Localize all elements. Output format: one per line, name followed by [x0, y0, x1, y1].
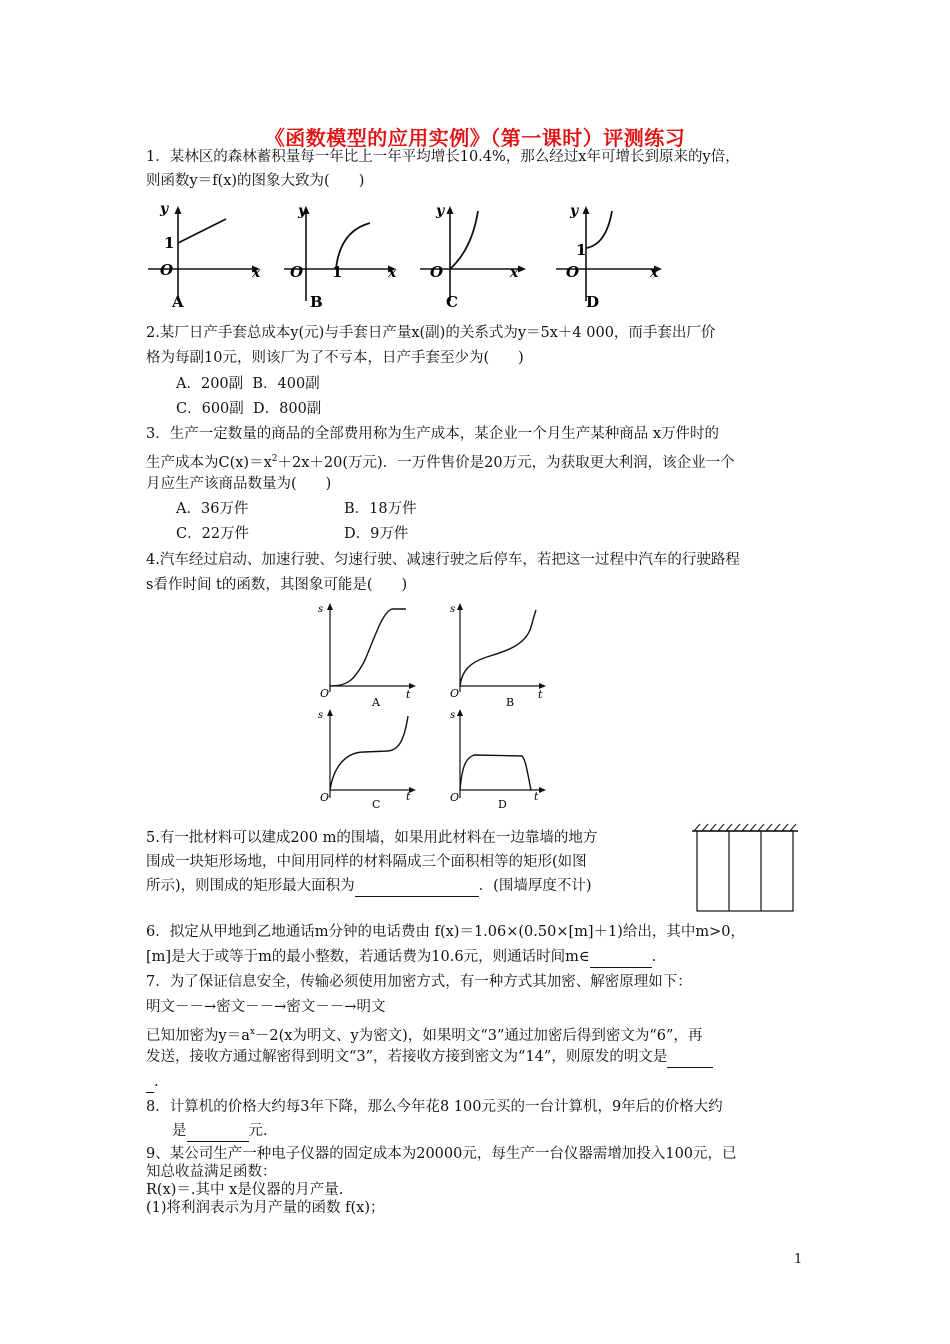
q7-line-4-a: 发送，接收方通过解密得到明文“3”，若接收方接到密文为“14”，则原发的明文是	[146, 1049, 668, 1065]
q6-line-1: 6．拟定从甲地到乙地通话m分钟的电话费由 f(x)＝1.06×(0.50×[m]＋1)给出，其中m>0，	[146, 924, 746, 940]
q1b-mark: 1	[332, 263, 343, 281]
q4-line-1: 4.汽车经过启动、加速行驶、匀速行驶、减速行驶之后停车，若把这一过程中汽车的行驶路程	[146, 552, 740, 568]
q1b-y-label: y	[298, 203, 307, 219]
q4d-label: D	[498, 798, 507, 811]
q1b-origin: O	[290, 263, 304, 281]
q3-option-d: D．9万件	[344, 526, 409, 542]
q7-answer-blank-cont[interactable]	[146, 1072, 154, 1093]
q4-graph-c	[318, 706, 422, 812]
page-number: 1	[794, 1252, 803, 1267]
q9-line-2: 知总收益满足函数：	[146, 1164, 277, 1180]
q8-answer-blank[interactable]	[187, 1121, 249, 1142]
q6-line-2-b: .	[651, 949, 657, 965]
q9-line-3: R(x)＝.其中 x是仪器的月产量.	[146, 1182, 344, 1198]
q1d-origin: O	[566, 263, 580, 281]
q2-options-row-2	[176, 399, 321, 419]
q1a-x-label: x	[252, 265, 261, 281]
q8-line-2-b: 元.	[248, 1123, 268, 1139]
q4d-origin: O	[450, 791, 460, 804]
q3-option-b: B．18万件	[344, 501, 417, 517]
q4b-label: B	[506, 696, 515, 709]
q1-graph-c	[420, 203, 540, 311]
q3-line-2-b: ＋2x＋20(万元)．一万件售价是20万元，为获取更大利润，该企业一个	[277, 454, 735, 471]
q6-answer-blank[interactable]	[590, 947, 652, 968]
q8-line-1: 8．计算机的价格大约每3年下降，那么今年花8 100元买的一台计算机，9年后的价格大约	[146, 1099, 723, 1115]
q4-graph-b	[450, 600, 554, 709]
q4b-y-label: s	[450, 604, 456, 615]
q1-line-2: 则函数y＝f(x)的图象大致为( )	[146, 173, 365, 189]
q4-graph-d	[450, 706, 554, 812]
q7-line-1: 7．为了保证信息安全，传输必须使用加密方式，有一种方式其加密、解密原理如下：	[146, 974, 692, 990]
q3-options-row-2	[176, 524, 576, 544]
q4d-x-label: t	[534, 790, 539, 803]
q7-line-3-a: 已知加密为y＝a	[146, 1027, 250, 1044]
q4c-x-label: t	[406, 790, 411, 803]
q1-graph-d	[556, 203, 676, 311]
q9-line-1: 9、某公司生产一种电子仪器的固定成本为20000元，每生产一台仪器需增加投入100元，已	[146, 1146, 737, 1162]
q4a-x-label: t	[406, 688, 411, 701]
q1a-origin: O	[160, 261, 174, 279]
q5-line-3	[146, 876, 591, 897]
q9-line-4: (1)将利润表示为月产量的函数 f(x)；	[146, 1200, 385, 1216]
q3-option-c: C．22万件	[176, 526, 250, 542]
q4a-y-label: s	[318, 604, 324, 615]
q1d-x-label: x	[650, 265, 659, 281]
q7-line-5-end: .	[154, 1074, 159, 1090]
q2-option-d: D．800副	[253, 401, 322, 417]
q7-exponent: x	[249, 1027, 255, 1037]
q7-line-3-b: －2(x为明文、y为密文)，如果明文“3”通过加密后得到密文为“6”，再	[254, 1027, 703, 1044]
q1d-y-label: y	[570, 203, 579, 219]
q1a-label: A	[172, 293, 184, 311]
q7-answer-blank[interactable]	[667, 1047, 713, 1068]
q7-line-3	[146, 1022, 702, 1046]
q1a-y-label: y	[160, 201, 169, 217]
q3-line-1: 3．生产一定数量的商品的全部费用称为生产成本，某企业一个月生产某种商品 x万件时的	[146, 426, 720, 442]
q8-line-2-a: 是	[172, 1123, 187, 1139]
q4a-origin: O	[320, 687, 330, 700]
q1c-origin: O	[430, 263, 444, 281]
q4c-y-label: s	[318, 710, 324, 721]
q3-line-2	[146, 449, 735, 473]
q3-options-row-1	[176, 499, 576, 519]
q2-option-b: B．400副	[252, 376, 320, 392]
q2-option-a: A．200副	[176, 376, 244, 392]
q7-line-5	[146, 1072, 159, 1093]
q3-option-a: A．36万件	[176, 501, 249, 517]
q1c-label: C	[446, 293, 458, 311]
q2-options-row-1	[176, 374, 320, 394]
q4-line-2: s看作时间 t的函数，其图象可能是( )	[146, 577, 408, 593]
page-title: 《函数模型的应用实例》（第一课时）评测练习	[264, 126, 686, 150]
q7-line-4	[146, 1047, 713, 1068]
q1a-mark: 1	[164, 234, 175, 252]
q8-line-2	[172, 1121, 268, 1142]
q6-line-2-a: [m]是大于或等于m的最小整数，若通话费为10.6元，则通话时间m∈	[146, 949, 590, 965]
q5-line-3-a: 所示)，则围成的矩形最大面积为	[146, 878, 355, 894]
q5-line-2: 围成一块矩形场地，中间用同样的材料隔成三个面积相等的矩形(如图	[146, 854, 587, 870]
q1-graph-a	[148, 203, 268, 311]
q3-line-3: 月应生产该商品数量为( )	[146, 476, 332, 492]
q1-graph-b	[284, 203, 404, 311]
q3-exponent: 2	[271, 454, 278, 464]
q5-figure	[692, 822, 804, 914]
q5-line-3-b: ．(围墙厚度不计)	[478, 878, 592, 894]
q3-line-2-a: 生产成本为C(x)＝x	[146, 454, 272, 471]
q4b-origin: O	[450, 687, 460, 700]
q1d-label: D	[586, 293, 600, 311]
q4d-y-label: s	[450, 710, 456, 721]
q1-line-1: 1．某林区的森林蓄积量每一年比上一年平均增长10.4%，那么经过x年可增长到原来的y倍，	[146, 149, 740, 165]
q1b-label: B	[310, 293, 323, 311]
q1c-x-label: x	[510, 265, 519, 281]
q5-answer-blank[interactable]	[355, 876, 479, 897]
q1b-x-label: x	[388, 265, 397, 281]
q1c-y-label: y	[436, 203, 445, 219]
q7-line-2: 明文－－→密文－－→密文－－→明文	[146, 999, 386, 1015]
q5-line-1: 5.有一批材料可以建成200 m的围墙，如果用此材料在一边靠墙的地方	[146, 830, 598, 846]
q4c-origin: O	[320, 791, 330, 804]
q2-option-c: C．600副	[176, 401, 244, 417]
q4-graph-a	[318, 600, 422, 709]
q2-line-2: 格为每副10元，则该厂为了不亏本，日产手套至少为( )	[146, 350, 524, 366]
q6-line-2	[146, 947, 656, 968]
q1d-mark: 1	[576, 241, 587, 259]
q4c-label: C	[372, 798, 381, 811]
q2-line-1: 2.某厂日产手套总成本y(元)与手套日产量x(副)的关系式为y＝5x＋4 000，而手套出厂价	[146, 325, 716, 341]
q4b-x-label: t	[538, 688, 543, 701]
q4a-label: A	[372, 696, 380, 709]
